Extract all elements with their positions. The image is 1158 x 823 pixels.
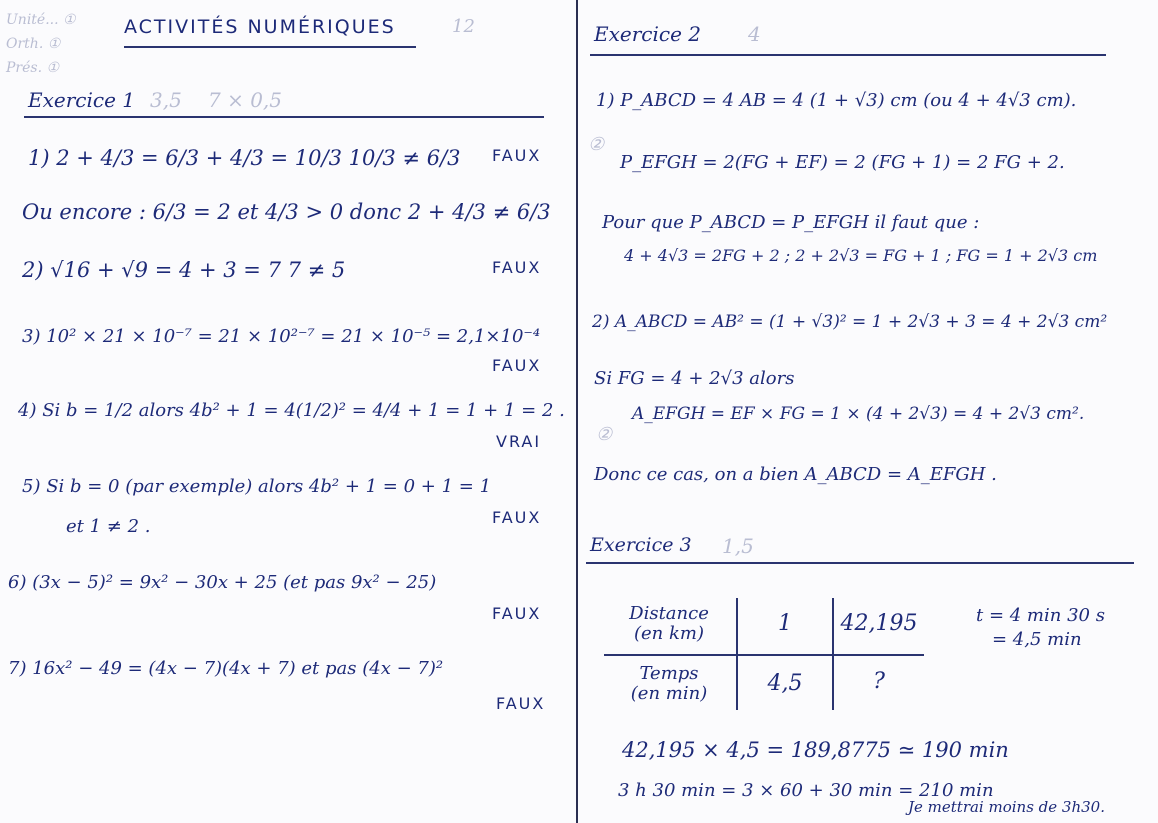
- table-cell: ?: [873, 669, 885, 694]
- column-divider: [576, 0, 578, 823]
- ex3-calc-1: 42,195 × 4,5 = 189,8775 ≃ 190 min: [622, 738, 1009, 762]
- exercise1-score: 3,5: [150, 88, 182, 112]
- ex2-line-2: P_EFGH = 2(FG + EF) = 2 (FG + 1) = 2 FG + 2.: [620, 152, 1065, 173]
- margin-note: Prés. ①: [6, 60, 60, 76]
- ex1-item-4: 4) Si b = 1/2 alors 4b² + 1 = 4(1/2)² = 4/4 + 1 = 1 + 1 = 2 .: [18, 400, 565, 421]
- speed-table: [604, 598, 924, 710]
- grade-note: 12: [452, 16, 475, 37]
- ex2-line-1: 1) P_ABCD = 4 AB = 4 (1 + √3) cm (ou 4 + 4√3 cm).: [596, 90, 1077, 111]
- table-cell: 4,5: [767, 671, 803, 696]
- table-header-time: Temps (en min): [630, 663, 708, 704]
- ex1-item-1: 1) 2 + 4/3 = 6/3 + 4/3 = 10/3 10/3 ≠ 6/3: [28, 146, 461, 170]
- exercise2-score: 4: [748, 22, 761, 46]
- ex2-line-7: A_EFGH = EF × FG = 1 × (4 + 2√3) = 4 + 2√3 cm².: [632, 404, 1085, 424]
- margin-note: Unité... ①: [6, 12, 76, 28]
- ex1-item-3: 3) 10² × 21 × 10⁻⁷ = 21 × 10²⁻⁷ = 21 × 10⁻⁵ = 2,1×10⁻⁴: [22, 326, 541, 347]
- ex1-alternative: Ou encore : 6/3 = 2 et 4/3 > 0 donc 2 + 4/3 ≠ 6/3: [22, 200, 551, 224]
- ex2-line-6: Si FG = 4 + 2√3 alors: [594, 368, 795, 389]
- exercise3-score: 1,5: [722, 534, 754, 558]
- exercise2-heading: Exercice 2: [594, 22, 701, 46]
- time-note-line: t = 4 min 30 s: [976, 605, 1105, 626]
- ex1-item-5-cont: et 1 ≠ 2 .: [66, 516, 151, 537]
- time-note-line: = 4,5 min: [992, 629, 1082, 650]
- exercise3-heading: Exercice 3: [590, 534, 692, 556]
- ex1-item-6: 6) (3x − 5)² = 9x² − 30x + 25 (et pas 9x² − 25): [8, 572, 437, 593]
- time-conversion-note: [976, 604, 1105, 652]
- exercise1-heading: Exercice 1: [28, 88, 135, 112]
- ex1-verdict-4: VRAI: [496, 432, 542, 451]
- ex2-line-5: 2) A_ABCD = AB² = (1 + √3)² = 1 + 2√3 + 3 = 4 + 2√3 cm²: [592, 312, 1108, 332]
- ex1-verdict-6: FAUX: [492, 604, 542, 623]
- ex2-line-3: Pour que P_ABCD = P_EFGH il faut que :: [602, 212, 980, 233]
- table-cell: 42,195: [840, 611, 918, 636]
- ex1-verdict-7: FAUX: [496, 694, 546, 713]
- ex2-margin-mark-2: ②: [596, 424, 613, 445]
- ex1-item-5: 5) Si b = 0 (par exemple) alors 4b² + 1 = 0 + 1 = 1: [22, 476, 492, 497]
- ex2-line-8: Donc ce cas, on a bien A_ABCD = A_EFGH .: [594, 464, 997, 485]
- table-header-distance: Distance (en km): [629, 603, 709, 644]
- margin-note: Orth. ①: [6, 36, 61, 52]
- ex1-verdict-2: FAUX: [492, 258, 542, 277]
- table-divider: [604, 654, 924, 656]
- exercise3-rule: [586, 562, 1134, 564]
- margin-notes: [6, 8, 76, 80]
- ex1-verdict-3: FAUX: [492, 356, 542, 375]
- table-cell: 1: [778, 611, 792, 636]
- exercise1-score-note: 7 × 0,5: [208, 88, 283, 112]
- ex1-item-7: 7) 16x² − 49 = (4x − 7)(4x + 7) et pas (4x − 7)²: [8, 658, 444, 679]
- ex1-item-2: 2) √16 + √9 = 4 + 3 = 7 7 ≠ 5: [22, 258, 346, 282]
- title-underline: [124, 46, 416, 48]
- ex2-line-4: 4 + 4√3 = 2FG + 2 ; 2 + 2√3 = FG + 1 ; FG = 1 + 2√3 cm: [624, 246, 1098, 265]
- exercise1-rule: [24, 116, 544, 118]
- exercise2-rule: [590, 54, 1106, 56]
- ex2-margin-mark-1: ②: [588, 134, 605, 155]
- page-title: ACTIVITÉS NUMÉRIQUES: [124, 16, 396, 38]
- ex3-conclusion: Je mettrai moins de 3h30.: [908, 798, 1105, 816]
- ex1-verdict-1: FAUX: [492, 146, 542, 165]
- ex3-calc-2: 3 h 30 min = 3 × 60 + 30 min = 210 min: [618, 780, 994, 801]
- ex1-verdict-5: FAUX: [492, 508, 542, 527]
